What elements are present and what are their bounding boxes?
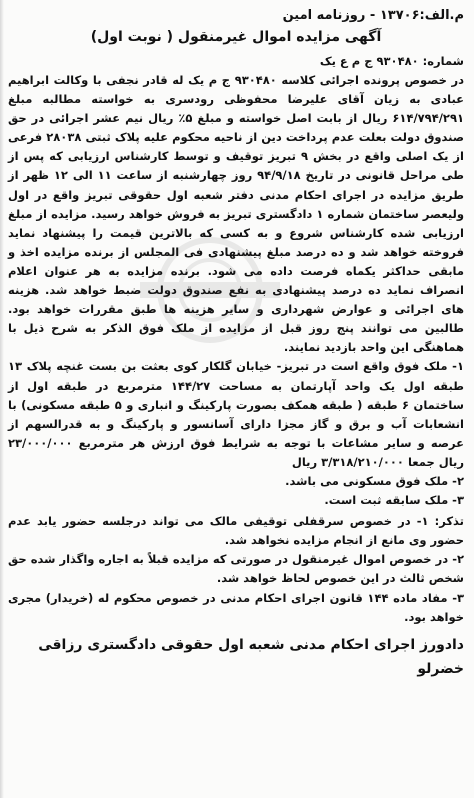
page-edge-shadow <box>0 0 4 798</box>
newspaper-reference: م.الف:۱۳۷۰۶ - روزنامه امین <box>282 8 464 23</box>
property-item-2: ۲- ملک فوق مسکونی می باشد. <box>285 473 464 488</box>
signature: دادورز اجرای احکام مدنی شعبه اول حقوقی دادگستری رزاقی خضرلو <box>38 636 464 677</box>
case-number: شماره: ۹۳۰۴۸۰ ج م ع یک <box>319 54 464 68</box>
property-item-3: ۳- ملک سابقه ثبت است. <box>324 493 464 508</box>
notice-title: آگهی مزایده اموال غیرمنقول ( نوبت اول) <box>90 29 382 45</box>
note-1: تذکر: ۱- در خصوص سرقفلی توقیفی مالک می تواند درجلسه حضور یابد عدم حضور وی مانع از انجام مزایده نخواهد شد. <box>8 514 465 548</box>
note-2: ۲- در خصوص اموال غیرمنقول در صورتی که مزایده قبلاً به اجاره واگذار شده حق شخص ثالث در این خصوص لحاظ خواهد شد. <box>8 552 464 586</box>
note-3: ۳- مفاد ماده ۱۴۴ قانون اجرای احکام مدنی در خصوص محکوم له (خریدار) مجری خواهد بود. <box>8 590 464 624</box>
notice-body: در خصوص پرونده اجرائی کلاسه ۹۳۰۴۸۰ ج م یک له قادر نجفی با وکالت ابراهیم عبادی به زیان آقای علیرضا محفوظی رودسری به خواسته مطالبه مبلغ ۶۱۴/۷۹۴/۲۹۱ ریال از بابت اصل خواسته و مبلغ ۵٪ ریال نیم عشر اجرائی در حق صندوق دولت بعلت عدم پرداخت دین از ناحیه محکوم علیه پلاک ثبتی ۲۸۰۳۸ فرعی از یک اصلی واقع در بخش ۹ تبریز توقیف و توسط کارشناس ارزیابی که پس از طی مراحل قانونی در تاریخ ۹۴/۹/۱۸ روز چهارشنبه از ساعت ۱۱ الی ۱۲ ظهر از طریق مزایده در اجرای احکام مدنی دفتر شعبه اول حقوقی تبریز واقع در اول ولیعصر ساختمان شماره ۱ دادگستری تبریز به فروش خواهد رسید. مزایده از مبلغ ارزیابی شده کارشناس شروع و به کسی که بالاترین قیمت را پیشنهاد نماید فروخته خواهد شد و ده درصد مبلغ پیشنهادی فی المجلس از برنده مزایده اخذ و مابقی حداکثر یکماه فرصت داده می شود. برنده مزایده به هر عنوان اعلام انصراف نماید ده درصد پیشنهادی به نفع صندوق دولت ضبط خواهد شد. هزینه های اجرائی و عوارض شهرداری و سایر هزینه ها طبق مقررات خواهد بود. طالبین می توانند پنج روز قبل از مزایده از ملک فوق الذکر به شرح ذیل با هماهنگی این واحد بازدید نمایند. <box>8 73 464 355</box>
property-item-1: ۱- ملک فوق واقع است در تبریز- خیابان گلکار کوی بعثت بن بست غنچه پلاک ۱۳ طبقه اول یک واحد آپارتمان به مساحت ۱۴۴/۲۷ مترمربع در طبقه اول از ساختمان ۶ طبقه ( طبقه همکف بصورت پارکینگ و انباری و ۵ طبقه مسکونی) با انشعابات آب و برق و گاز مجزا دارای آسانسور و پارکینگ و به قدرالسهم از عرصه و سایر مشاعات با توجه به شرایط فوق ارزش هر مترمربع ۲۳/۰۰۰/۰۰۰ ریال جمعا ۳/۳۱۸/۲۱۰/۰۰۰ ریال <box>8 359 464 469</box>
